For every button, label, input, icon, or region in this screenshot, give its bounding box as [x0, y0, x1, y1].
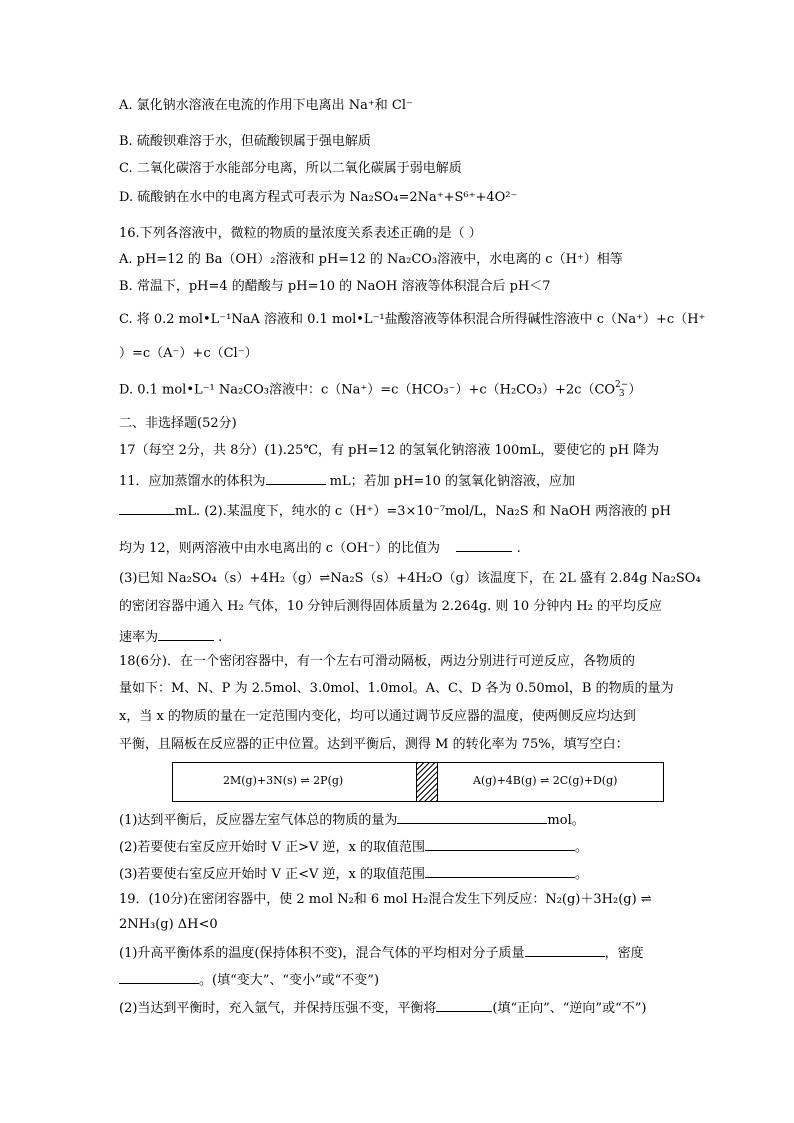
q17-line7-text-a: 速率为: [119, 630, 159, 645]
q17-line2-text-a: 11．应加蒸馏水的体积为: [119, 474, 266, 489]
q19-line4-text: 。(填“变大”、“变小”或“不变”): [199, 973, 380, 988]
q19-line3: [119, 942, 644, 963]
q18-sub3-text: (3)若要使右室反应开始时 V 正<V 逆，x 的取值范围: [119, 867, 425, 882]
answer-blank[interactable]: [119, 969, 199, 984]
q18-sub1: [119, 809, 585, 830]
q16-option-c-line2: ）=c（A⁻）+c（Cl⁻）: [119, 346, 258, 361]
q16-option-c-line1: C. 将 0.2 mol•L⁻¹NaA 溶液和 0.1 mol•L⁻¹盐酸溶液等体积混合所得碱性溶液中 c（Na⁺）+c（H⁺: [119, 312, 706, 327]
q18-sub3: [119, 863, 588, 884]
q17-line6: 的密闭容器中通入 H₂ 气体，10 分钟后测得固体质量为 2.264g. 则 10 分钟内 H₂ 的平均反应: [119, 599, 663, 614]
q16-option-d-text: D. 0.1 mol•L⁻¹ Na₂CO₃溶液中：c（Na⁺）=c（HCO₃⁻）+c（H₂CO₃）+2c（CO: [119, 382, 616, 398]
q15-option-d: D. 硫酸钠在水中的电离方程式可表示为 Na₂SO₄=2Na⁺+S⁶⁺+4O²⁻: [119, 190, 518, 205]
q17-line1: 17（每空 2分，共 8分）(1).25℃，有 pH=12 的氢氧化钠溶液 100mL，要使它的 pH 降为: [119, 443, 660, 458]
answer-blank[interactable]: [425, 863, 575, 878]
q16-option-a: A. pH=12 的 Ba（OH）₂溶液和 pH=12 的 Na₂CO₃溶液中，水电离的 c（H⁺）相等: [119, 252, 623, 267]
co3-subscript: 3: [618, 389, 625, 399]
q18-sub1-text: (1)达到平衡后，反应器左室气体总的物质的量为: [119, 813, 398, 828]
q19-line4: [119, 969, 379, 990]
q19-line2: 2NH₃(g) ΔH<0: [119, 917, 218, 932]
q17-line4: [119, 537, 521, 558]
reactor-diagram: [172, 762, 664, 802]
q17-line4-text-a: 均为 12，则两溶液中由水电离出的 c（OH⁻）的比值为: [119, 541, 440, 556]
q15-option-a: A. 氯化钠水溶液在电流的作用下电离出 Na⁺和 Cl⁻: [119, 98, 413, 113]
q19-line5: [119, 997, 646, 1018]
q17-line2-text-b: mL；若加 pH=10 的氢氧化钠溶液，应加: [325, 474, 575, 489]
answer-blank[interactable]: [266, 470, 326, 485]
left-chamber-reaction: 2M(g)+3N(s) ⇌ 2P(g): [223, 774, 344, 787]
answer-blank[interactable]: [397, 809, 547, 824]
q18-sub2: [119, 836, 588, 857]
answer-blank[interactable]: [119, 500, 175, 515]
q15-option-c: C. 二氧化碳溶于水能部分电离，所以二氧化碳属于弱电解质: [119, 161, 462, 176]
q19-line5-end: (填“正向”、“逆向”或“不”): [492, 1001, 647, 1016]
q16-option-d: [119, 381, 641, 400]
q17-line3: [119, 500, 671, 521]
q15-option-b: B. 硫酸钡难溶于水，但硫酸钡属于强电解质: [119, 134, 371, 149]
right-chamber-reaction: A(g)+4B(g) ⇌ 2C(g)+D(g): [473, 774, 618, 787]
co3-charge: 2−: [615, 380, 629, 390]
q17-line2: [119, 470, 575, 491]
q18-sub3-end: 。: [574, 867, 588, 882]
q18-line4: 平衡，且隔板在反应器的正中位置。达到平衡后，测得 M 的转化率为 75%，填写空白：: [119, 737, 629, 752]
q17-line5: (3)已知 Na₂SO₄（s）+4H₂（g）⇌Na₂S（s）+4H₂O（g）该温度下，在 2L 盛有 2.84g Na₂SO₄: [119, 571, 701, 586]
sliding-partition: [416, 763, 438, 801]
q19-line3-end: ，密度: [604, 946, 644, 961]
co3-ion-fraction: [615, 381, 628, 399]
answer-blank[interactable]: [425, 836, 575, 851]
q17-line7-text-b: .: [214, 630, 223, 645]
section-heading: 二、非选择题(52分): [119, 416, 237, 431]
answer-blank[interactable]: [158, 626, 214, 641]
q17-line3-text: mL. (2).某温度下，纯水的 c（H⁺）=3×10⁻⁷mol/L，Na₂S 和 NaOH 两溶液的 pH: [175, 504, 671, 519]
q18-sub2-text: (2)若要使右室反应开始时 V 正>V 逆，x 的取值范围: [119, 840, 425, 855]
answer-blank[interactable]: [456, 537, 512, 552]
q18-sub2-end: 。: [574, 840, 588, 855]
q19-line3-text: (1)升高平衡体系的温度(保持体积不变)，混合气体的平均相对分子质量: [119, 946, 525, 961]
answer-blank[interactable]: [525, 942, 605, 957]
q18-line2: 量如下：M、N、P 为 2.5mol、3.0mol、1.0mol。A、C、D 各为 0.50mol，B 的物质的量为: [119, 681, 674, 696]
q18-line1: 18(6分)．在一个密闭容器中，有一个左右可滑动隔板，两边分别进行可逆反应，各物质的: [119, 654, 635, 669]
q16-stem: 16.下列各溶液中，微粒的物质的量浓度关系表述正确的是（ ）: [119, 226, 482, 241]
q19-line5-text: (2)当达到平衡时，充入氩气，并保持压强不变，平衡将: [119, 1001, 437, 1016]
answer-blank[interactable]: [436, 997, 492, 1012]
q17-line7: [119, 626, 222, 647]
q18-line3: x，当 x 的物质的量在一定范围内变化，均可以通过调节反应器的温度，使两侧反应均达到: [119, 709, 636, 724]
q17-line4-text-b: .: [512, 541, 521, 556]
q16-option-b: B. 常温下，pH=4 的醋酸与 pH=10 的 NaOH 溶液等体积混合后 pH＜7: [119, 279, 551, 294]
q16-option-d-end: ）: [628, 382, 642, 398]
q19-line1: 19．(10分)在密闭容器中，使 2 mol N₂和 6 mol H₂混合发生下列反应：N₂(g)＋3H₂(g) ⇌: [119, 892, 652, 907]
q18-sub1-unit: mol。: [547, 813, 585, 828]
